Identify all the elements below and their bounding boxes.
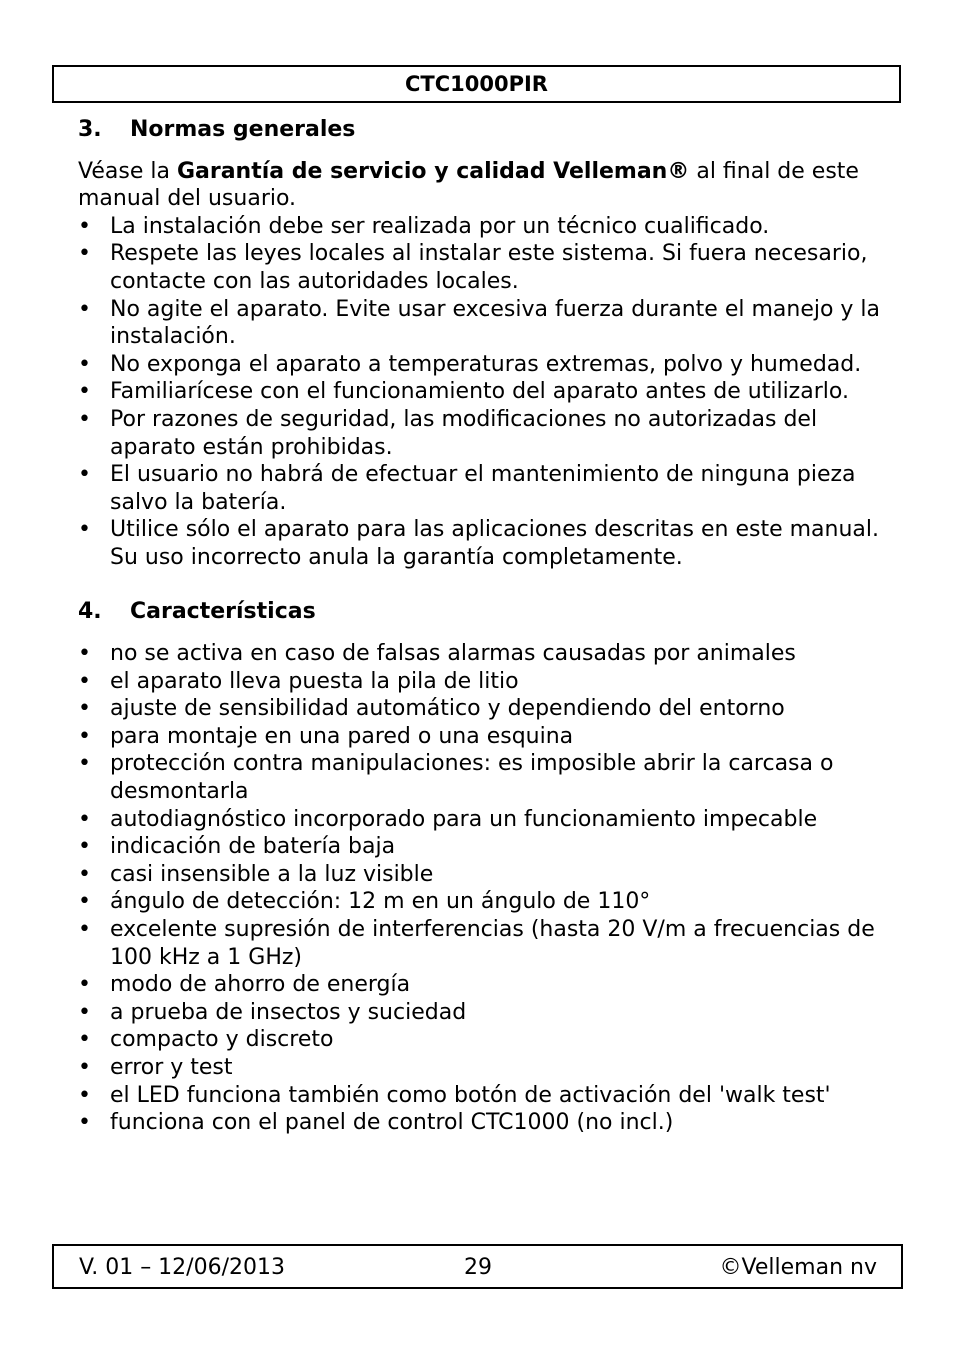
- footer-version: V. 01 – 12/06/2013: [79, 1255, 285, 1280]
- list-item: [78, 888, 888, 916]
- list-item-text: funciona con el panel de control CTC1000 (no incl.): [110, 1110, 674, 1136]
- bullet-icon: •: [78, 462, 91, 488]
- bullet-icon: •: [78, 296, 91, 322]
- section-4-number: 4.: [78, 598, 102, 624]
- bullet-icon: •: [78, 1027, 91, 1053]
- list-item: [78, 1026, 888, 1054]
- footer-page-number: 29: [464, 1255, 492, 1280]
- section-3-list: [78, 213, 888, 572]
- list-item: [78, 461, 888, 516]
- intro-post: al final de este manual del usuario.: [78, 158, 859, 212]
- list-item: [78, 351, 888, 379]
- list-item-text: protección contra manipulaciones: es imposible abrir la carcasa o desmontarla: [110, 751, 834, 805]
- list-item: [78, 695, 888, 723]
- list-item: [78, 296, 888, 351]
- section-3-intro: [78, 158, 888, 213]
- list-item: [78, 213, 888, 241]
- list-item: [78, 971, 888, 999]
- list-item: [78, 833, 888, 861]
- bullet-icon: •: [78, 213, 91, 239]
- list-item: [78, 240, 888, 295]
- bullet-icon: •: [78, 517, 91, 543]
- intro-pre: Véase la: [78, 158, 177, 184]
- bullet-icon: •: [78, 999, 91, 1025]
- list-item-text: No agite el aparato. Evite usar excesiva fuerza durante el manejo y la instalación.: [110, 296, 881, 350]
- list-item-text: casi insensible a la luz visible: [110, 861, 434, 887]
- list-item: [78, 406, 888, 461]
- section-4-title: Características: [130, 598, 316, 624]
- list-item-text: modo de ahorro de energía: [110, 972, 411, 998]
- list-item-text: Utilice sólo el aparato para las aplicaciones descritas en este manual. Su uso incorrecto anula la garantía completamente.: [110, 517, 880, 570]
- bullet-icon: •: [78, 696, 91, 722]
- list-item-text: La instalación debe ser realizada por un técnico cualificado.: [110, 213, 770, 239]
- bullet-icon: •: [78, 972, 91, 998]
- bullet-icon: •: [78, 806, 91, 832]
- bullet-icon: •: [78, 406, 91, 432]
- list-item-text: ángulo de detección: 12 m en un ángulo de 110°: [110, 889, 651, 915]
- footer-box: [52, 1244, 903, 1289]
- list-item-text: autodiagnóstico incorporado para un funcionamiento impecable: [110, 806, 818, 832]
- bullet-icon: •: [78, 379, 91, 405]
- list-item: [78, 1109, 888, 1137]
- bullet-icon: •: [78, 861, 91, 887]
- list-item: [78, 1082, 888, 1110]
- bullet-icon: •: [78, 668, 91, 694]
- list-item: [78, 861, 888, 889]
- list-item: [78, 750, 888, 805]
- list-item-text: El usuario no habrá de efectuar el mantenimiento de ninguna pieza salvo la batería.: [110, 462, 856, 515]
- list-item: [78, 378, 888, 406]
- list-item: [78, 1054, 888, 1082]
- page-content: [78, 116, 888, 1137]
- bullet-icon: •: [78, 889, 91, 915]
- list-item-text: No exponga el aparato a temperaturas extremas, polvo y humedad.: [110, 351, 862, 377]
- bullet-icon: •: [78, 917, 91, 943]
- list-item: [78, 640, 888, 668]
- bullet-icon: •: [78, 834, 91, 860]
- list-item-text: Por razones de seguridad, las modificaciones no autorizadas del aparato están prohibidas.: [110, 406, 818, 460]
- bullet-icon: •: [78, 1110, 91, 1136]
- list-item: [78, 723, 888, 751]
- list-item: [78, 916, 888, 971]
- section-4-list: [78, 640, 888, 1137]
- list-item: [78, 668, 888, 696]
- bullet-icon: •: [78, 1055, 91, 1080]
- section-3-title: Normas generales: [130, 117, 356, 142]
- list-item-text: excelente supresión de interferencias (hasta 20 V/m a frecuencias de 100 kHz a 1 GHz): [110, 917, 875, 970]
- list-item-text: a prueba de insectos y suciedad: [110, 999, 467, 1025]
- list-item-text: para montaje en una pared o una esquina: [110, 723, 574, 749]
- list-item: [78, 516, 888, 571]
- list-item-text: el aparato lleva puesta la pila de litio: [110, 668, 519, 694]
- list-item-text: Familiarícese con el funcionamiento del aparato antes de utilizarlo.: [110, 379, 849, 405]
- bullet-icon: •: [78, 351, 91, 377]
- bullet-icon: •: [78, 641, 91, 667]
- list-item-text: error y test: [110, 1055, 233, 1080]
- footer-copyright: ©Velleman nv: [719, 1255, 877, 1280]
- model-title: CTC1000PIR: [405, 72, 548, 96]
- warranty-reference: Garantía de servicio y calidad Velleman®: [176, 158, 690, 184]
- list-item-text: ajuste de sensibilidad automático y dependiendo del entorno: [110, 696, 785, 722]
- list-item-text: Respete las leyes locales al instalar este sistema. Si fuera necesario, contacte con las autoridades locales.: [110, 241, 868, 294]
- list-item-text: compacto y discreto: [110, 1027, 334, 1053]
- bullet-icon: •: [78, 241, 91, 267]
- header-box: [52, 65, 901, 103]
- bullet-icon: •: [78, 723, 91, 749]
- list-item-text: indicación de batería baja: [110, 834, 396, 860]
- bullet-icon: •: [78, 751, 91, 777]
- list-item: [78, 999, 888, 1027]
- list-item: [78, 806, 888, 834]
- section-4-heading: [78, 598, 888, 626]
- list-item-text: no se activa en caso de falsas alarmas causadas por animales: [110, 641, 796, 667]
- section-3-number: 3.: [78, 117, 102, 142]
- bullet-icon: •: [78, 1082, 91, 1108]
- section-3-heading: [78, 116, 888, 144]
- list-item-text: el LED funciona también como botón de activación del 'walk test': [110, 1082, 831, 1108]
